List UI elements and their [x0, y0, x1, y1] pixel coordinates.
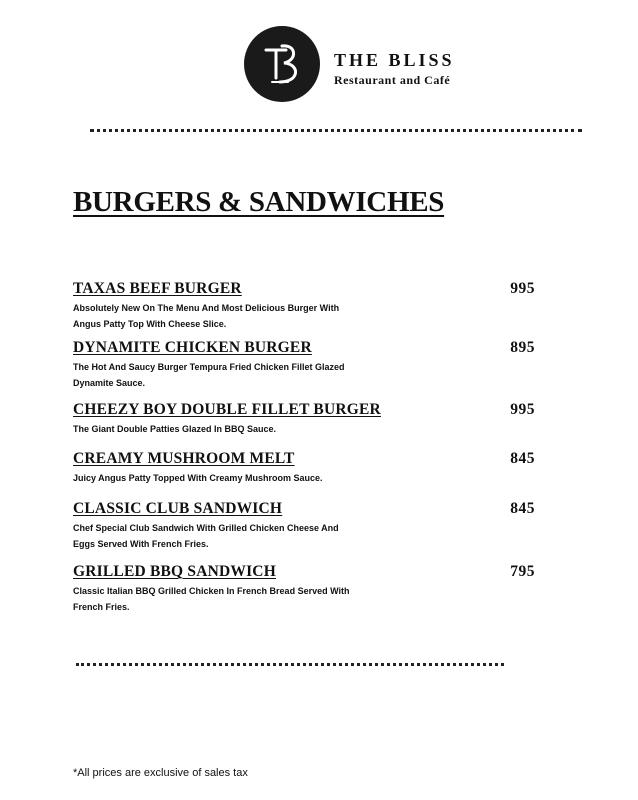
restaurant-header: [244, 26, 504, 102]
menu-item: [73, 500, 535, 552]
item-price: 995: [510, 401, 535, 418]
section-title: BURGERS & SANDWICHES: [73, 186, 445, 218]
item-name: DYNAMITE CHICKEN BURGER: [73, 339, 312, 356]
item-price: 845: [510, 450, 535, 467]
item-description: Chef Special Club Sandwich With Grilled Chicken Cheese And Eggs Served With French Fries.: [73, 523, 339, 549]
item-price: 995: [510, 280, 535, 297]
menu-item: [73, 563, 535, 615]
item-description: Classic Italian BBQ Grilled Chicken In French Bread Served With French Fries.: [73, 586, 350, 612]
menu-item: [73, 339, 535, 391]
item-description: The Hot And Saucy Burger Tempura Fried Chicken Fillet Glazed Dynamite Sauce.: [73, 362, 345, 388]
menu-item: [73, 401, 535, 437]
item-price: 845: [510, 500, 535, 517]
tax-footnote: *All prices are exclusive of sales tax: [73, 767, 248, 779]
dotted-divider-bottom: [76, 663, 504, 666]
item-name: GRILLED BBQ SANDWICH: [73, 563, 276, 580]
item-description: Juicy Angus Patty Topped With Creamy Mushroom Sauce.: [73, 473, 323, 483]
tb-monogram-icon: [244, 26, 320, 102]
brand-logo: [244, 26, 320, 102]
menu-item: [73, 450, 535, 486]
item-name: CLASSIC CLUB SANDWICH: [73, 500, 283, 517]
item-price: 895: [510, 339, 535, 356]
item-description: The Giant Double Patties Glazed In BBQ Sauce.: [73, 424, 277, 434]
item-description: Absolutely New On The Menu And Most Delicious Burger With Angus Patty Top With Cheese Slice.: [73, 303, 340, 329]
item-name: CREAMY MUSHROOM MELT: [73, 450, 295, 467]
brand-name: THE BLISS: [334, 50, 455, 70]
item-name: CHEEZY BOY DOUBLE FILLET BURGER: [73, 401, 381, 418]
item-price: 795: [510, 563, 535, 580]
item-name: TAXAS BEEF BURGER: [73, 280, 242, 297]
brand-subtitle: Restaurant and Café: [334, 73, 451, 87]
dotted-divider-top: [90, 129, 582, 132]
menu-item: [73, 280, 535, 332]
